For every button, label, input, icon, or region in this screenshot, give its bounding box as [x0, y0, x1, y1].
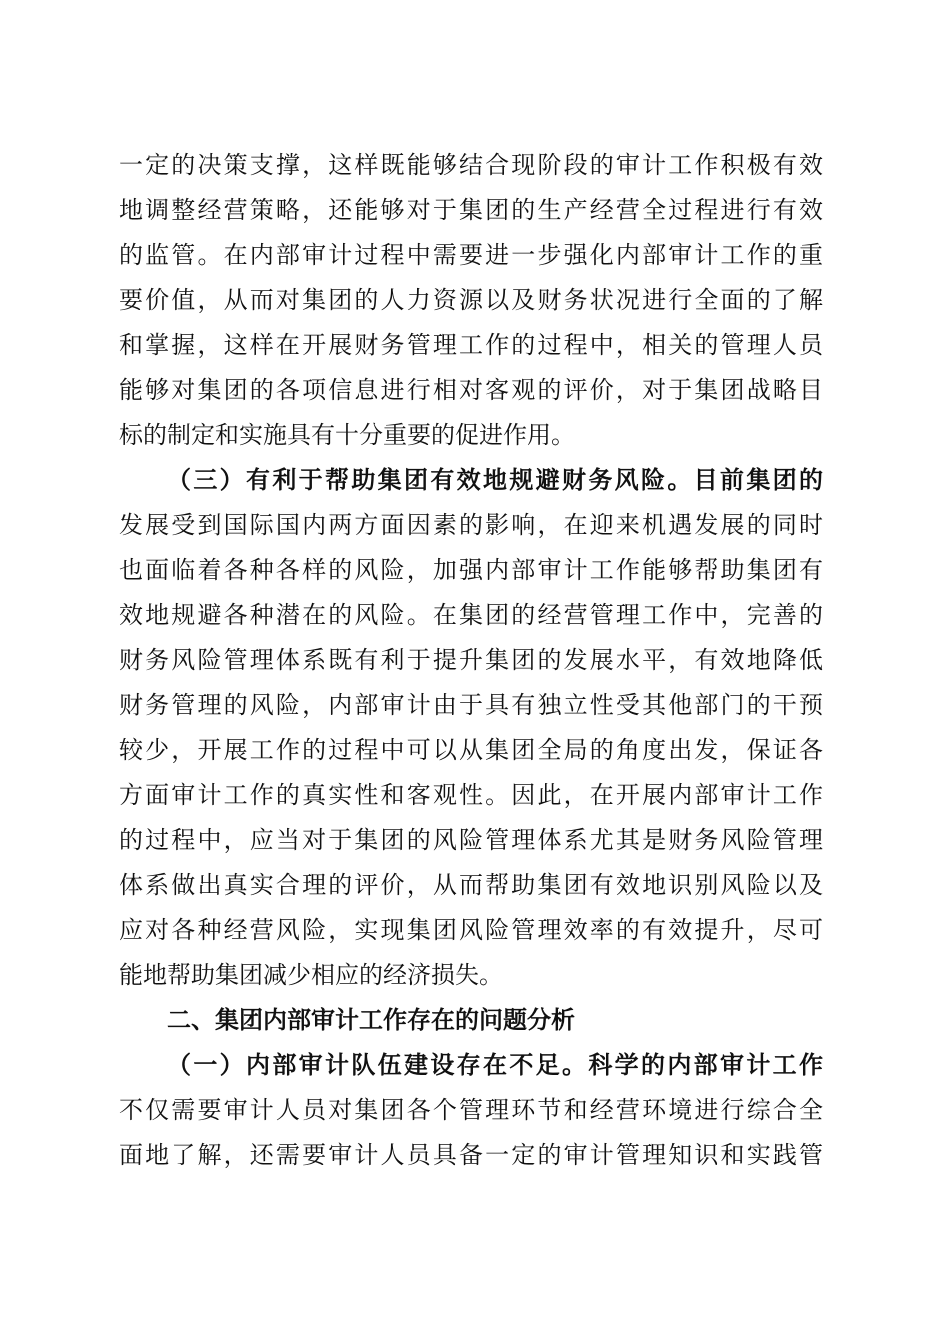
subsection-heading-3: （三）有利于帮助集团有效地规避财务风险。目前集团的 — [167, 465, 823, 494]
paragraph-line: 标的制定和实施具有十分重要的促进作用。 — [119, 421, 575, 449]
paragraph-line: 方面审计工作的真实性和客观性。因此，在开展内部审计工作 — [119, 781, 823, 809]
paragraph-line: 的过程中，应当对于集团的风险管理体系尤其是财务风险管理 — [119, 826, 823, 854]
paragraph-line: 不仅需要审计人员对集团各个管理环节和经营环境进行综合全 — [119, 1096, 823, 1124]
paragraph-line: 能地帮助集团减少相应的经济损失。 — [119, 961, 503, 989]
paragraph-line: 面地了解，还需要审计人员具备一定的审计管理知识和实践管 — [119, 1141, 823, 1169]
paragraph-line: 的监管。在内部审计过程中需要进一步强化内部审计工作的重 — [119, 241, 823, 269]
paragraph-line: 要价值，从而对集团的人力资源以及财务状况进行全面的了解 — [119, 286, 823, 314]
paragraph-line: 体系做出真实合理的评价，从而帮助集团有效地识别风险以及 — [119, 871, 823, 899]
paragraph-line: 地调整经营策略，还能够对于集团的生产经营全过程进行有效 — [119, 196, 823, 224]
paragraph-line: 也面临着各种各样的风险，加强内部审计工作能够帮助集团有 — [119, 556, 823, 584]
section-heading-2: 二、集团内部审计工作存在的问题分析 — [167, 1006, 575, 1034]
paragraph-line: 能够对集团的各项信息进行相对客观的评价，对于集团战略目 — [119, 376, 823, 404]
paragraph-line: 财务管理的风险，内部审计由于具有独立性受其他部门的干预 — [119, 691, 823, 719]
paragraph-line: 一定的决策支撑，这样既能够结合现阶段的审计工作积极有效 — [119, 151, 823, 179]
paragraph-line: 效地规避各种潜在的风险。在集团的经营管理工作中，完善的 — [119, 601, 823, 629]
paragraph-line: 应对各种经营风险，实现集团风险管理效率的有效提升，尽可 — [119, 916, 823, 944]
paragraph-line: 发展受到国际国内两方面因素的影响，在迎来机遇发展的同时 — [119, 511, 823, 539]
paragraph-line: 和掌握，这样在开展财务管理工作的过程中，相关的管理人员 — [119, 331, 823, 359]
paragraph-line: 财务风险管理体系既有利于提升集团的发展水平，有效地降低 — [119, 646, 823, 674]
subsection-heading-1: （一）内部审计队伍建设存在不足。科学的内部审计工作 — [167, 1050, 823, 1079]
paragraph-line: 较少，开展工作的过程中可以从集团全局的角度出发，保证各 — [119, 736, 823, 764]
